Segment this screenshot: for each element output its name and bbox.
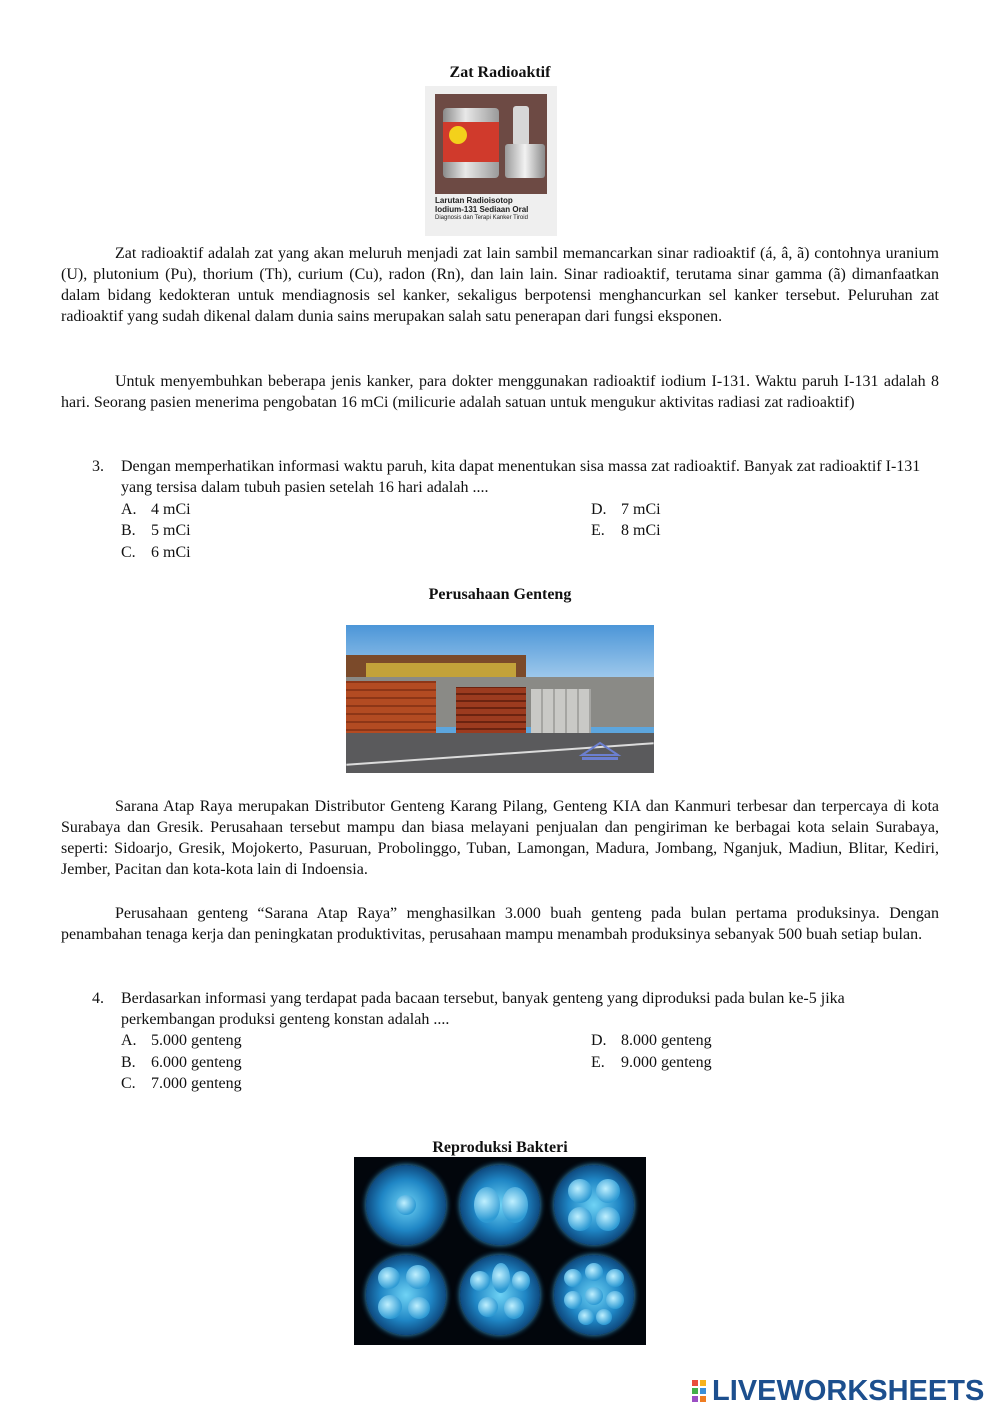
question-text: Dengan memperhatikan informasi waktu paruh, kita dapat menentukan sisa massa zat radioaktif. Banyak zat radioaktif I-131 yang tersisa dalam tubuh pasien setelah 16 hari adalah ....	[121, 458, 921, 496]
logo-square-icon	[692, 1380, 698, 1386]
logo-text: LIVEWORKSHEETS	[712, 1375, 985, 1407]
bacteria-reproduction-image	[354, 1157, 646, 1345]
cell-3	[554, 1165, 634, 1245]
image-caption-line2: Iodium-131 Sediaan Oral	[435, 205, 529, 214]
cell-5	[460, 1255, 540, 1335]
option-a[interactable]: A. 5.000 genteng	[121, 1032, 242, 1049]
section-title-radioaktif: Zat Radioaktif	[449, 64, 551, 81]
paragraph-sarana-atap-raya: Sarana Atap Raya merupakan Distributor Genteng Karang Pilang, Genteng KIA dan Kanmuri terbesar dan terpercaya di kota Surabaya dan Gresik. Perusahaan tersebut mampu dan biasa melayani penjualan dan pengiriman ke berbagai kota selain Surabaya, seperti: Sidoarjo, Gresik, Mojokerto, Pasuruan, Probolinggo, Tuban, Lamongan, Madura, Jombang, Nganjuk, Madiun, Blitar, Kediri, Jember, Pacitan dan kota-kota lain di Indoensia.	[61, 798, 939, 878]
option-e[interactable]: E. 8 mCi	[591, 522, 661, 539]
question-number: 3.	[92, 458, 104, 475]
cell-1	[366, 1165, 446, 1245]
logo-square-icon	[700, 1396, 706, 1402]
section-title-genteng: Perusahaan Genteng	[428, 586, 572, 603]
logo-square-icon	[700, 1388, 706, 1394]
image-caption-line1: Larutan Radioisotop	[435, 196, 513, 205]
liveworksheets-logo	[690, 1374, 990, 1408]
option-b[interactable]: B. 5 mCi	[121, 522, 191, 539]
logo-square-icon	[692, 1396, 698, 1402]
logo-square-icon	[692, 1388, 698, 1394]
option-b[interactable]: B. 6.000 genteng	[121, 1054, 242, 1071]
option-a[interactable]: A. 4 mCi	[121, 501, 191, 518]
paragraph-iodium: Untuk menyembuhkan beberapa jenis kanker, para dokter menggunakan radioaktif iodium I-131. Waktu paruh I-131 adalah 8 hari. Seorang pasien menerima pengobatan 16 mCi (milicurie adalah satuan untuk mengukur aktivitas radiasi zat radioaktif)	[61, 373, 939, 411]
logo-square-icon	[700, 1380, 706, 1386]
option-d[interactable]: D. 7 mCi	[591, 501, 661, 518]
option-d[interactable]: D. 8.000 genteng	[591, 1032, 712, 1049]
paragraph-produksi: Perusahaan genteng “Sarana Atap Raya” menghasilkan 3.000 buah genteng pada bulan pertama produksinya. Dengan penambahan tenaga kerja dan peningkatan produktivitas, perusahaan mampu menambah produksinya sebanyak 500 buah setiap bulan.	[61, 905, 939, 943]
tile-shop-image	[346, 625, 654, 773]
question-number: 4.	[92, 990, 104, 1007]
cell-6	[554, 1255, 634, 1335]
radioisotope-image	[425, 86, 557, 236]
section-title-bakteri: Reproduksi Bakteri	[432, 1139, 568, 1156]
option-c[interactable]: C. 7.000 genteng	[121, 1075, 242, 1092]
option-e[interactable]: E. 9.000 genteng	[591, 1054, 712, 1071]
question-text: Berdasarkan informasi yang terdapat pada bacaan tersebut, banyak genteng yang diproduksi pada bulan ke-5 jika perkembangan produksi genteng konstan adalah ....	[121, 990, 845, 1028]
image-caption-line3: Diagnosis dan Terapi Kanker Tiroid	[435, 215, 528, 221]
watermark-logo-icon	[578, 741, 622, 763]
paragraph-radioaktif-intro: Zat radioaktif adalah zat yang akan meluruh menjadi zat lain sambil memancarkan sinar radioaktif (á, â, ã) contohnya uranium (U), plutonium (Pu), thorium (Th), curium (Cu), radon (Rn), dan lain lain. Sinar radioaktif, terutama sinar gamma (ã) dimanfaatkan dalam bidang kedokteran untuk mendiagnosis sel kanker, sekaligus berpotensi menghancurkan sel kanker tersebut. Peluruhan zat radioaktif yang sudah dikenal dalam dunia sains merupakan salah satu penerapan dari fungsi eksponen.	[61, 245, 939, 325]
cell-4	[366, 1255, 446, 1335]
cell-2	[460, 1165, 540, 1245]
option-c[interactable]: C. 6 mCi	[121, 544, 191, 561]
